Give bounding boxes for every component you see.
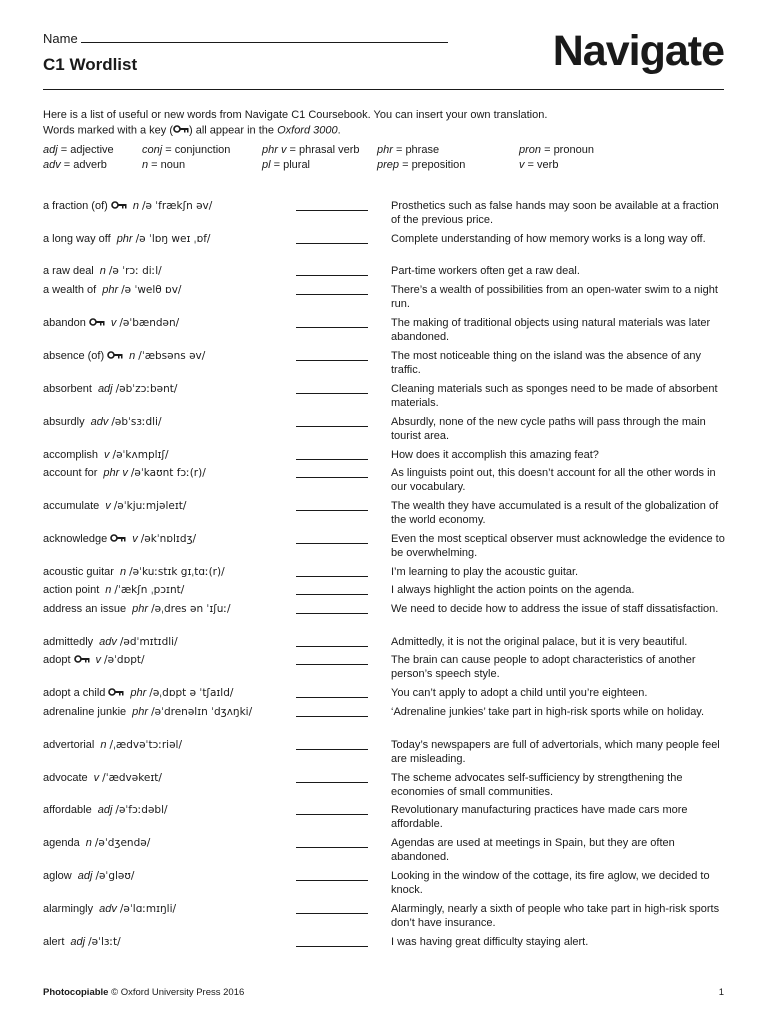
entry-pronunciation: /əˌdres ən ˈɪʃuː/: [151, 603, 231, 615]
entry-example: How does it accomplish this amazing feat?: [391, 449, 599, 461]
entry-headword: [43, 653, 145, 667]
intro-line-2-b: ) all appear in the: [189, 124, 278, 137]
entry-headword: [43, 869, 134, 883]
abbreviation-item: [519, 158, 594, 173]
translation-blank[interactable]: [296, 477, 368, 478]
entry-part-of-speech: v: [110, 317, 117, 329]
entry-pronunciation: /ˈækʃn ˌpɔɪnt/: [114, 584, 185, 596]
key-icon: [107, 349, 123, 363]
entry-part-of-speech: v: [105, 500, 111, 512]
entry-part-of-speech: n: [132, 200, 139, 212]
entry-pronunciation: /əˈlɜːt/: [88, 936, 121, 948]
key-icon: [108, 686, 124, 700]
entry-headword: [43, 602, 230, 616]
entry-example: The scheme advocates self-sufficiency by strengthening the economies of small communities.: [391, 772, 683, 798]
copyright-text: © Oxford University Press 2016: [108, 987, 245, 998]
entry-example: Cleaning materials such as sponges need to be made of absorbent materials.: [391, 383, 718, 409]
entry-pronunciation: /əˈkaʊnt fɔː(r)/: [130, 467, 206, 479]
translation-blank[interactable]: [296, 543, 368, 544]
translation-blank[interactable]: [296, 510, 368, 511]
abbreviation-meaning: = pronoun: [541, 144, 594, 156]
entry-part-of-speech: n: [129, 350, 136, 362]
translation-blank[interactable]: [296, 360, 368, 361]
entry-pronunciation: /əbˈzɔːbənt/: [115, 383, 178, 395]
abbreviation: conj: [142, 144, 163, 156]
entry-pronunciation: /ˌædvəˈtɔːriəl/: [109, 739, 183, 751]
translation-blank[interactable]: [296, 594, 368, 595]
entry-word: adrenaline junkie: [43, 706, 127, 718]
entry-part-of-speech: adj: [97, 383, 113, 395]
entry-headword: [43, 836, 150, 850]
abbreviation-item: [519, 143, 594, 158]
entry-part-of-speech: n: [99, 265, 106, 277]
entry-example: Complete understanding of how memory works is a long way off.: [391, 233, 706, 245]
entry-example: Agendas are used at meetings in Spain, but they are often abandoned.: [391, 837, 675, 863]
abbreviation-column: [262, 143, 360, 173]
entry-headword: [43, 415, 162, 429]
entry-word: acknowledge: [43, 533, 108, 545]
abbreviation: phr: [377, 144, 393, 156]
abbreviation: prep: [377, 159, 400, 171]
entry-word: agenda: [43, 837, 80, 849]
entry-part-of-speech: phr v: [103, 467, 128, 479]
entry-headword: [43, 803, 168, 817]
entry-example: The making of traditional objects using natural materials was later abandoned.: [391, 317, 711, 343]
entry-word: absurdly: [43, 416, 85, 428]
abbreviation: v: [519, 159, 525, 171]
entry-part-of-speech: phr: [132, 603, 149, 615]
entry-word: abandon: [43, 317, 86, 329]
abbreviation-item: [262, 143, 360, 158]
abbreviation-column: [519, 143, 594, 173]
entry-part-of-speech: phr: [116, 233, 133, 245]
abbreviation-item: [43, 143, 114, 158]
translation-blank[interactable]: [296, 426, 368, 427]
entry-example: Even the most sceptical observer must acknowledge the evidence to be overwhelming.: [391, 533, 725, 559]
translation-blank[interactable]: [296, 913, 368, 914]
entry-example: I was having great difficulty staying alert.: [391, 936, 589, 948]
entry-pronunciation: /əˈkuːstɪk gɪˌtɑː(r)/: [129, 566, 225, 578]
translation-blank[interactable]: [296, 782, 368, 783]
brand-logo: Navigate: [552, 27, 724, 75]
entry-example: As linguists point out, this doesn’t account for all the other words in our vocabulary.: [391, 467, 716, 493]
translation-blank[interactable]: [296, 393, 368, 394]
entry-example: The wealth they have accumulated is a result of the globalization of the world economy.: [391, 500, 719, 526]
entry-headword: [43, 565, 225, 579]
entry-pronunciation: /ə ˈrɔː diːl/: [108, 265, 162, 277]
translation-blank[interactable]: [296, 847, 368, 848]
translation-blank[interactable]: [296, 327, 368, 328]
entry-headword: [43, 499, 186, 513]
translation-blank[interactable]: [296, 880, 368, 881]
entry-example: I always highlight the action points on the agenda.: [391, 584, 635, 596]
entry-pronunciation: /əˈfɔːdəbl/: [115, 804, 168, 816]
entry-pronunciation: /ədˈmɪtɪdli/: [119, 636, 178, 648]
entry-word: advocate: [43, 772, 88, 784]
abbreviation-item: [142, 158, 230, 173]
entry-pronunciation: /əˈkjuːmjəleɪt/: [113, 500, 187, 512]
page-title: C1 Wordlist: [43, 55, 138, 74]
key-icon: [89, 316, 105, 330]
entry-example: Prosthetics such as false hands may soon be available at a fraction of the previous price.: [391, 200, 719, 226]
abbreviation: pron: [519, 144, 542, 156]
entry-part-of-speech: adj: [70, 936, 86, 948]
entry-example: We need to decide how to address the issue of staff dissatisfaction.: [391, 603, 719, 615]
entry-part-of-speech: adj: [77, 870, 93, 882]
entry-part-of-speech: n: [119, 566, 127, 578]
translation-blank[interactable]: [296, 243, 368, 244]
name-label: Name: [43, 31, 78, 46]
abbreviation-column: [142, 143, 230, 173]
entry-word: a long way off: [43, 233, 111, 245]
entry-headword: [43, 466, 206, 480]
entry-word: a raw deal: [43, 265, 94, 277]
entry-pronunciation: /əkˈnɒlɪdʒ/: [140, 533, 197, 545]
entry-part-of-speech: n: [100, 739, 107, 751]
entry-example: Today’s newspapers are full of advertorials, which many people feel are misleading.: [391, 739, 720, 765]
entry-part-of-speech: phr: [132, 706, 149, 718]
translation-blank[interactable]: [296, 697, 368, 698]
entry-word: a wealth of: [43, 284, 97, 296]
translation-blank[interactable]: [296, 946, 368, 947]
entry-pronunciation: /ˈædvəkeɪt/: [102, 772, 162, 784]
abbreviation-item: [142, 143, 230, 158]
abbreviation: pl: [262, 159, 271, 171]
page-number: 1: [718, 987, 724, 998]
header-divider: [43, 89, 724, 90]
entry-example: Alarmingly, nearly a sixth of people who take part in high-risk sports don’t have insurance.: [391, 903, 720, 929]
entry-example: Admittedly, it is not the original palace, but it is very beautiful.: [391, 636, 688, 648]
entry-headword: [43, 199, 212, 213]
translation-blank[interactable]: [296, 459, 368, 460]
photocopiable-label: Photocopiable: [43, 987, 109, 998]
entry-headword: [43, 705, 252, 719]
entry-part-of-speech: adv: [99, 636, 117, 648]
entry-pronunciation: /əˈdɒpt/: [104, 654, 145, 666]
translation-blank[interactable]: [296, 749, 368, 750]
entry-headword: [43, 232, 210, 246]
abbreviation-meaning: = adjective: [57, 144, 114, 156]
entry-example: Absurdly, none of the new cycle paths will pass through the main tourist area.: [391, 416, 706, 442]
entry-pronunciation: /əˌdɒpt ə ˈtʃaɪld/: [149, 687, 234, 699]
entry-word: action point: [43, 584, 100, 596]
abbreviation-item: [43, 158, 114, 173]
entry-pronunciation: /ə ˈfrækʃn əv/: [141, 200, 213, 212]
abbreviation-meaning: = noun: [148, 159, 186, 171]
key-icon: [74, 653, 90, 667]
entry-pronunciation: /ə ˈlɒŋ weɪ ˌɒf/: [135, 233, 211, 245]
translation-blank[interactable]: [296, 294, 368, 295]
intro-line-2: [43, 123, 723, 138]
entry-part-of-speech: v: [93, 772, 100, 784]
entry-example: I’m learning to play the acoustic guitar.: [391, 566, 579, 578]
entry-part-of-speech: adv: [99, 903, 117, 915]
abbreviation-item: [377, 143, 465, 158]
entry-headword: [43, 771, 162, 785]
entry-part-of-speech: n: [105, 584, 112, 596]
entry-word: adopt a child: [43, 687, 106, 699]
abbreviation-meaning: = conjunction: [162, 144, 231, 156]
entry-headword: [43, 382, 177, 396]
entry-headword: [43, 349, 205, 363]
entry-word: advertorial: [43, 739, 95, 751]
entry-pronunciation: /əˈkʌmplɪʃ/: [112, 449, 169, 461]
entry-part-of-speech: adv: [90, 416, 109, 428]
entry-headword: [43, 532, 196, 546]
entry-word: address an issue: [43, 603, 127, 615]
entry-example: You can’t apply to adopt a child until you’re eighteen.: [391, 687, 648, 699]
entry-part-of-speech: v: [104, 449, 110, 461]
entry-word: absorbent: [43, 383, 92, 395]
entry-example: Looking in the window of the cottage, its fire aglow, we decided to knock.: [391, 870, 710, 896]
abbreviation-meaning: = phrase: [392, 144, 440, 156]
abbreviation-meaning: = plural: [270, 159, 311, 171]
entry-word: alert: [43, 936, 65, 948]
abbreviation-meaning: = preposition: [399, 159, 466, 171]
entry-headword: [43, 316, 179, 330]
abbreviation-meaning: = verb: [524, 159, 559, 171]
entry-headword: [43, 902, 176, 916]
footer-copyright: [43, 987, 244, 998]
entry-part-of-speech: phr: [102, 284, 119, 296]
abbreviation-item: [262, 158, 360, 173]
entry-headword: [43, 283, 181, 297]
translation-blank[interactable]: [296, 275, 368, 276]
translation-blank[interactable]: [296, 664, 368, 665]
entry-pronunciation: /əˈbændən/: [119, 317, 180, 329]
translation-blank[interactable]: [296, 210, 368, 211]
abbreviation-column: [377, 143, 465, 173]
entry-pronunciation: /əˈlɑːmɪŋli/: [119, 903, 177, 915]
entry-word: accomplish: [43, 449, 99, 461]
entry-example: Revolutionary manufacturing practices have made cars more affordable.: [391, 804, 688, 830]
entry-part-of-speech: phr: [130, 687, 147, 699]
name-field-line[interactable]: [81, 42, 448, 43]
abbreviation: adv: [43, 159, 61, 171]
entry-headword: [43, 686, 233, 700]
abbreviation-item: [377, 158, 465, 173]
entry-pronunciation: /ə ˈwelθ ɒv/: [121, 284, 182, 296]
entry-pronunciation: /əbˈsɜːdli/: [111, 416, 162, 428]
entry-pronunciation: /ˈæbsəns əv/: [138, 350, 206, 362]
key-icon: [173, 123, 189, 138]
abbreviation: adj: [43, 144, 58, 156]
translation-blank[interactable]: [296, 613, 368, 614]
entry-headword: [43, 738, 182, 752]
translation-blank[interactable]: [296, 716, 368, 717]
key-icon: [111, 199, 127, 213]
entry-headword: [43, 935, 121, 949]
entry-example: Part-time workers often get a raw deal.: [391, 265, 580, 277]
entry-example: There’s a wealth of possibilities from an open-water swim to a night run.: [391, 284, 718, 310]
key-icon: [110, 532, 126, 546]
entry-word: acoustic guitar: [43, 566, 114, 578]
translation-blank[interactable]: [296, 646, 368, 647]
abbreviation-meaning: = phrasal verb: [286, 144, 360, 156]
entry-word: admittedly: [43, 636, 94, 648]
oxford-3000-label: Oxford 3000: [277, 124, 338, 137]
entry-example: The brain can cause people to adopt characteristics of another person’s speech style.: [391, 654, 696, 680]
entry-part-of-speech: adj: [97, 804, 113, 816]
entry-word: account for: [43, 467, 98, 479]
entry-headword: [43, 448, 169, 462]
entry-example: The most noticeable thing on the island was the absence of any traffic.: [391, 350, 702, 376]
entry-headword: [43, 264, 162, 278]
entry-pronunciation: /əˈdʒendə/: [94, 837, 151, 849]
entry-word: absence (of): [43, 350, 105, 362]
entry-headword: [43, 635, 178, 649]
entry-part-of-speech: v: [95, 654, 102, 666]
entry-word: alarmingly: [43, 903, 94, 915]
entry-example: ‘Adrenaline junkies’ take part in high-risk sports while on holiday.: [391, 706, 705, 718]
entry-pronunciation: /əˈdrenəlɪn ˈdʒʌŋki/: [151, 706, 253, 718]
entry-part-of-speech: n: [85, 837, 92, 849]
entry-word: a fraction (of): [43, 200, 108, 212]
entry-word: aglow: [43, 870, 72, 882]
translation-blank[interactable]: [296, 576, 368, 577]
entry-word: accumulate: [43, 500, 100, 512]
entry-part-of-speech: v: [132, 533, 138, 545]
translation-blank[interactable]: [296, 814, 368, 815]
intro-text: [43, 108, 723, 138]
entry-pronunciation: /əˈgləʊ/: [95, 870, 135, 882]
intro-line-2-a: Words marked with a key (: [43, 124, 174, 137]
abbreviation-meaning: = adverb: [60, 159, 107, 171]
abbreviation: phr v: [262, 144, 287, 156]
intro-line-2-c: .: [337, 124, 341, 137]
intro-line-1: Here is a list of useful or new words from Navigate C1 Coursebook. You can insert your own translation.: [43, 109, 548, 121]
entry-headword: [43, 583, 184, 597]
entry-word: adopt: [43, 654, 71, 666]
abbreviation-column: [43, 143, 114, 173]
entry-word: affordable: [43, 804, 92, 816]
abbreviation: n: [142, 159, 149, 171]
